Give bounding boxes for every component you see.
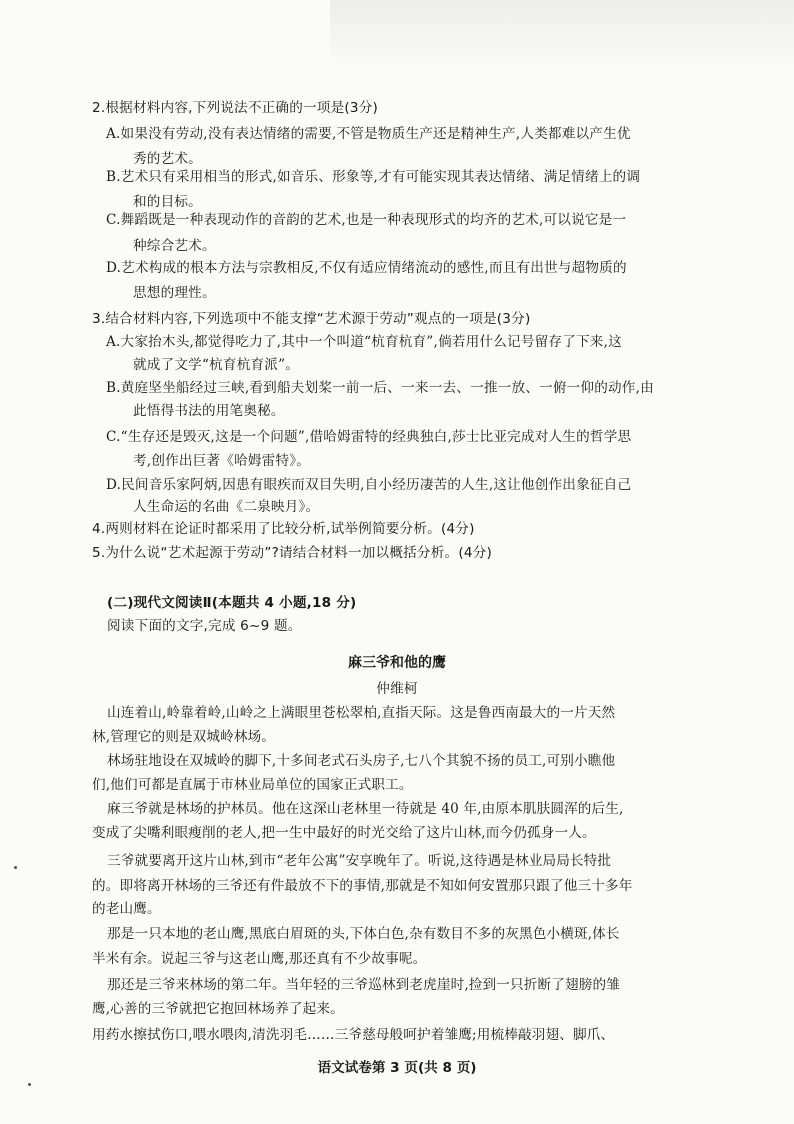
article-line: 林场驻地设在双城岭的脚下,十多间老式石头房子,七八个其貌不扬的员工,可别小瞧他	[107, 753, 616, 769]
article-line: 那还是三爷来林场的第二年。当年轻的三爷巡林到老虎崖时,捡到一只折断了翅膀的雏	[107, 977, 620, 993]
article-line: 林,管理它的则是双城岭林场。	[92, 729, 276, 745]
article-line: 半米有余。说起三爷与这老山鹰,那还真有不少故事呢。	[92, 951, 427, 967]
article-line: 变成了尖嘴利眼瘦削的老人,把一生中最好的时光交给了这片山林,而今仍孤身一人。	[92, 825, 596, 841]
article-line: 那是一只本地的老山鹰,黑底白眉斑的头,下体白色,杂有数目不多的灰黑色小横斑,体长	[107, 926, 620, 942]
page-footer: 语文试卷第 3 页(共 8 页)	[317, 1060, 477, 1076]
article-line: 麻三爷就是林场的护林员。他在这深山老林里一待就是 40 年,由原本肌肤圆浑的后生,	[107, 801, 624, 817]
q3-option-a-line1: A.大家抬木头,都觉得吃力了,其中一个叫道“杭育杭育”,倘若用什么记号留存了下来,这	[106, 334, 622, 350]
article-title: 麻三爷和他的鹰	[348, 655, 446, 671]
article-line: 用药水擦拭伤口,喂水喂肉,清洗羽毛……三爷慈母般呵护着雏鹰;用梳棒敲羽翅、脚爪、	[92, 1027, 615, 1043]
section-2-instruction: 阅读下面的文字,完成 6~9 题。	[107, 618, 302, 634]
scan-speck	[14, 866, 17, 869]
q2-option-d-line1: D.艺术构成的根本方法与宗教相反,不仅有适应情绪流动的感性,而且有出世与超物质的	[106, 260, 627, 276]
article-line: 们,他们可都是直属于市林业局单位的国家正式职工。	[92, 777, 413, 793]
article-author: 仲维柯	[376, 681, 418, 697]
q2-option-b-line1: B.艺术只有采用相当的形式,如音乐、形象等,才有可能实现其表达情绪、满足情绪上的调	[106, 169, 641, 185]
q2-option-d-line2: 思想的理性。	[133, 285, 216, 301]
article-line: 三爷就要离开这片山林,到市“老年公寓”安享晚年了。听说,这待遇是林业局局长特批	[107, 853, 612, 869]
q3-option-c-line1: C.“生存还是毁灭,这是一个问题”,借哈姆雷特的经典独白,莎士比亚完成对人生的哲学思	[106, 429, 632, 445]
question-4: 4.两则材料在论证时都采用了比较分析,试举例简要分析。(4分)	[92, 521, 475, 537]
question-5: 5.为什么说“艺术起源于劳动”?请结合材料一加以概括分析。(4分)	[92, 545, 492, 561]
q3-option-b-line1: B.黄庭坚坐船经过三峡,看到船夫划桨一前一后、一来一去、一推一放、一俯一仰的动作,由	[106, 380, 654, 396]
article-line: 的。即将离开林场的三爷还有件最放不下的事情,那就是不知如何安置那只跟了他三十多年	[92, 878, 633, 894]
q3-option-c-line2: 考,创作出巨著《哈姆雷特》。	[133, 453, 311, 469]
q2-option-b-line2: 和的目标。	[133, 194, 202, 210]
article-line: 山连着山,岭靠着岭,山岭之上满眼里苍松翠柏,直指天际。这是鲁西南最大的一片天然	[107, 705, 616, 721]
q3-option-b-line2: 此悟得书法的用笔奥秘。	[133, 403, 285, 419]
q2-option-c-line1: C.舞蹈既是一种表现动作的音韵的艺术,也是一种表现形式的均齐的艺术,可以说它是一	[106, 212, 627, 228]
article-line: 的老山鹰。	[92, 901, 161, 917]
q2-option-a-line2: 秀的艺术。	[133, 151, 202, 167]
question-3-stem: 3.结合材料内容,下列选项中不能支撑“艺术源于劳动”观点的一项是(3分)	[92, 311, 531, 327]
q2-option-c-line2: 种综合艺术。	[133, 238, 216, 254]
q2-option-a-line1: A.如果没有劳动,没有表达情绪的需要,不管是物质生产还是精神生产,人类都难以产生优	[106, 126, 631, 142]
article-line: 鹰,心善的三爷就把它抱回林场养了起来。	[92, 1001, 344, 1017]
question-2-stem: 2.根据材料内容,下列说法不正确的一项是(3分)	[92, 100, 379, 116]
scan-speck	[28, 1083, 31, 1086]
q3-option-d-line2: 人生命运的名曲《二泉映月》。	[133, 499, 320, 515]
q3-option-d-line1: D.民间音乐家阿炳,因患有眼疾而双目失明,自小经历凄苦的人生,这让他创作出象征自己	[106, 477, 632, 493]
q3-option-a-line2: 就成了文学“杭育杭育派”。	[133, 357, 300, 373]
scan-shadow	[330, 0, 794, 70]
section-2-heading: (二)现代文阅读Ⅱ(本题共 4 小题,18 分)	[107, 595, 357, 611]
